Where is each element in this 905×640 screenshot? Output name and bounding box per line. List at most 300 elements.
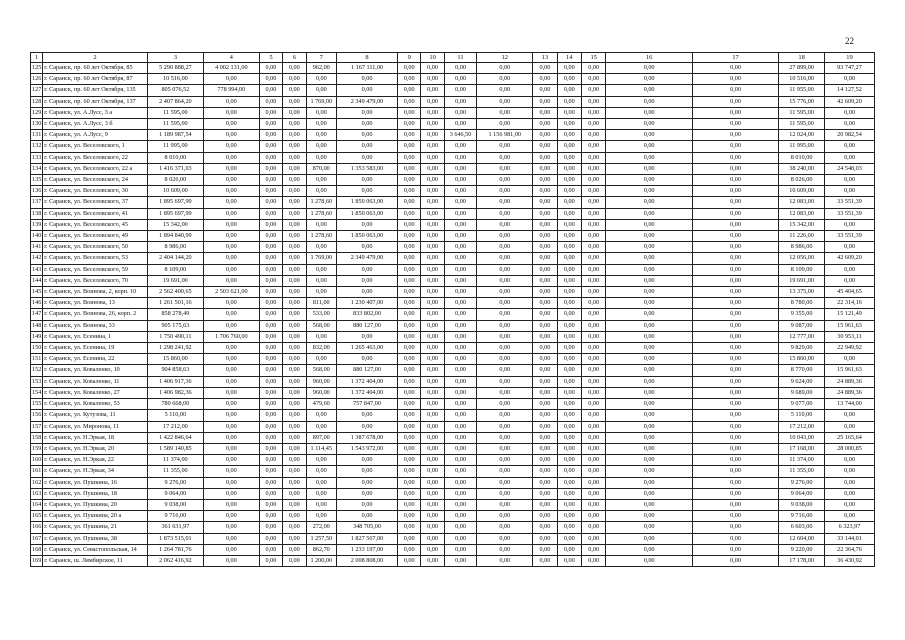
amount-cell: 2 008 808,00 (337, 555, 398, 566)
amount-cell: 0,00 (477, 208, 533, 219)
row-number-cell: 158 (31, 432, 43, 443)
amount-cell: 0,00 (533, 107, 557, 118)
amount-cell: 0,00 (421, 466, 444, 477)
table-row (31, 74, 875, 85)
amount-cell: 0,00 (477, 421, 533, 432)
amount-cell: 0,00 (606, 96, 692, 107)
amount-cell: 0,00 (533, 74, 557, 85)
amount-cell: 361 631,97 (147, 522, 203, 533)
amount-cell: 0,00 (398, 499, 421, 510)
amount-cell: 1 167 111,00 (337, 63, 398, 74)
amount-cell: 0,00 (824, 488, 874, 499)
amount-cell: 0,00 (606, 231, 692, 242)
amount-cell: 0,00 (533, 387, 557, 398)
row-number-cell: 162 (31, 477, 43, 488)
amount-cell: 0,00 (533, 141, 557, 152)
amount-cell: 0,00 (444, 74, 477, 85)
amount-cell: 0,00 (337, 455, 398, 466)
amount-cell: 0,00 (444, 399, 477, 410)
amount-cell: 0,00 (444, 443, 477, 454)
row-number-cell: 146 (31, 298, 43, 309)
amount-cell: 0,00 (557, 533, 581, 544)
row-number-cell: 142 (31, 253, 43, 264)
amount-cell: 11 374,00 (147, 455, 203, 466)
amount-cell: 0,00 (203, 309, 259, 320)
row-number-cell: 165 (31, 511, 43, 522)
amount-cell: 0,00 (259, 365, 282, 376)
amount-cell: 0,00 (533, 231, 557, 242)
amount-cell: 805 076,52 (147, 85, 203, 96)
amount-cell: 0,00 (421, 399, 444, 410)
amount-cell: 0,00 (692, 197, 778, 208)
amount-cell: 0,00 (692, 186, 778, 197)
amount-cell: 0,00 (692, 152, 778, 163)
row-number-cell: 143 (31, 264, 43, 275)
amount-cell: 12 083,00 (779, 208, 825, 219)
amount-cell: 0,00 (477, 163, 533, 174)
amount-cell: 0,00 (203, 477, 259, 488)
table-row (31, 107, 875, 118)
amount-cell: 0,00 (582, 544, 606, 555)
amount-cell: 3 646,50 (444, 130, 477, 141)
amount-cell: 0,00 (259, 331, 282, 342)
amount-cell: 2 349 479,00 (337, 96, 398, 107)
amount-cell: 0,00 (557, 343, 581, 354)
amount-cell: 0,00 (582, 152, 606, 163)
amount-cell: 0,00 (444, 499, 477, 510)
amount-cell: 0,00 (533, 455, 557, 466)
amount-cell: 0,00 (444, 63, 477, 74)
amount-cell: 8 010,00 (779, 152, 825, 163)
amount-cell: 0,00 (259, 320, 282, 331)
amount-cell: 8 026,00 (147, 175, 203, 186)
row-number-cell: 166 (31, 522, 43, 533)
amount-cell: 0,00 (606, 354, 692, 365)
amount-cell: 0,00 (259, 130, 282, 141)
amount-cell: 24 548,03 (824, 163, 874, 174)
amount-cell: 0,00 (692, 410, 778, 421)
amount-cell: 2 349 479,00 (337, 253, 398, 264)
amount-cell: 12 083,00 (779, 197, 825, 208)
amount-cell: 0,00 (692, 231, 778, 242)
amount-cell: 0,00 (283, 141, 306, 152)
amount-cell: 0,00 (557, 421, 581, 432)
amount-cell: 0,00 (444, 197, 477, 208)
amount-cell: 0,00 (283, 253, 306, 264)
table-row (31, 175, 875, 186)
amount-cell: 0,00 (606, 511, 692, 522)
amount-cell: 0,00 (477, 309, 533, 320)
amount-cell: 2 404 144,20 (147, 253, 203, 264)
address-cell: г. Саранск, ул. Воинова, 33 (43, 320, 148, 331)
amount-cell: 0,00 (398, 141, 421, 152)
amount-cell: 0,00 (259, 264, 282, 275)
amount-cell: 0,00 (259, 63, 282, 74)
address-cell: г. Саранск, пр. 60 лет Октября, 137 (43, 96, 148, 107)
table-row (31, 365, 875, 376)
amount-cell: 0,00 (477, 331, 533, 342)
amount-cell: 0,00 (477, 264, 533, 275)
amount-cell: 0,00 (398, 443, 421, 454)
amount-cell: 0,00 (283, 376, 306, 387)
amount-cell: 0,00 (283, 63, 306, 74)
table-row (31, 85, 875, 96)
amount-cell: 24 889,36 (824, 376, 874, 387)
amount-cell: 28 000,85 (824, 443, 874, 454)
amount-cell: 0,00 (557, 466, 581, 477)
amount-cell: 11 595,00 (147, 107, 203, 118)
amount-cell: 9 716,00 (147, 511, 203, 522)
amount-cell: 0,00 (203, 264, 259, 275)
amount-cell: 1 873 515,01 (147, 533, 203, 544)
amount-cell: 0,00 (398, 387, 421, 398)
amount-cell: 348 705,00 (337, 522, 398, 533)
amount-cell: 0,00 (533, 365, 557, 376)
amount-cell: 0,00 (203, 354, 259, 365)
amount-cell: 0,00 (444, 365, 477, 376)
amount-cell: 33 551,39 (824, 208, 874, 219)
column-number-cell: 15 (582, 53, 606, 63)
amount-cell: 0,00 (533, 298, 557, 309)
amount-cell: 0,00 (398, 533, 421, 544)
amount-cell: 15 342,00 (779, 219, 825, 230)
amount-cell: 0,00 (421, 421, 444, 432)
amount-cell: 0,00 (398, 421, 421, 432)
amount-cell: 0,00 (444, 141, 477, 152)
amount-cell: 0,00 (283, 175, 306, 186)
amount-cell: 0,00 (421, 320, 444, 331)
amount-cell: 0,00 (557, 253, 581, 264)
amount-cell: 0,00 (824, 264, 874, 275)
table-row (31, 477, 875, 488)
table-row (31, 421, 875, 432)
amount-cell: 0,00 (606, 275, 692, 286)
amount-cell: 14 127,52 (824, 85, 874, 96)
amount-cell: 1 230 407,00 (337, 298, 398, 309)
table-row (31, 130, 875, 141)
amount-cell: 0,00 (283, 197, 306, 208)
amount-cell: 0,00 (259, 186, 282, 197)
amount-cell: 0,00 (283, 119, 306, 130)
amount-cell: 0,00 (421, 275, 444, 286)
amount-cell: 0,00 (421, 85, 444, 96)
amount-cell: 0,00 (824, 511, 874, 522)
table-row (31, 387, 875, 398)
amount-cell: 0,00 (398, 208, 421, 219)
amount-cell: 0,00 (283, 522, 306, 533)
amount-cell: 0,00 (824, 186, 874, 197)
amount-cell: 9 689,00 (779, 387, 825, 398)
amount-cell: 33 551,39 (824, 197, 874, 208)
amount-cell: 0,00 (259, 455, 282, 466)
amount-cell: 897,00 (306, 432, 337, 443)
amount-cell: 0,00 (337, 85, 398, 96)
amount-cell: 0,00 (824, 410, 874, 421)
row-number-cell: 132 (31, 141, 43, 152)
row-number-cell: 141 (31, 242, 43, 253)
amount-cell: 0,00 (533, 85, 557, 96)
amount-cell: 33 144,01 (824, 533, 874, 544)
amount-cell: 15 776,00 (779, 96, 825, 107)
amount-cell: 0,00 (283, 443, 306, 454)
row-number-cell: 133 (31, 152, 43, 163)
amount-cell: 0,00 (582, 287, 606, 298)
address-cell: г. Саранск, ш. Лямбирское, 11 (43, 555, 148, 566)
address-cell: г. Саранск, ул. Веселовского, 22 (43, 152, 148, 163)
amount-cell: 0,00 (259, 287, 282, 298)
amount-cell: 0,00 (444, 455, 477, 466)
amount-cell: 0,00 (421, 186, 444, 197)
amount-cell: 0,00 (444, 421, 477, 432)
amount-cell: 0,00 (557, 186, 581, 197)
table-row (31, 119, 875, 130)
amount-cell: 0,00 (444, 488, 477, 499)
amount-cell: 0,00 (692, 219, 778, 230)
amount-cell: 862,70 (306, 544, 337, 555)
amount-cell: 0,00 (533, 511, 557, 522)
amount-cell: 0,00 (259, 544, 282, 555)
amount-cell: 880 127,00 (337, 365, 398, 376)
amount-cell: 0,00 (259, 410, 282, 421)
amount-cell: 0,00 (606, 298, 692, 309)
amount-cell: 0,00 (337, 287, 398, 298)
amount-cell: 0,00 (398, 410, 421, 421)
amount-cell: 1 372 404,00 (337, 376, 398, 387)
amount-cell: 0,00 (692, 287, 778, 298)
amount-cell: 0,00 (398, 163, 421, 174)
address-cell: г. Саранск, ул. Веселовского, 49 (43, 231, 148, 242)
amount-cell: 0,00 (477, 85, 533, 96)
amount-cell: 2 562 400,65 (147, 287, 203, 298)
amount-cell: 0,00 (606, 443, 692, 454)
amount-cell: 0,00 (398, 119, 421, 130)
amount-cell: 0,00 (444, 511, 477, 522)
amount-cell: 0,00 (692, 511, 778, 522)
amount-cell: 0,00 (824, 477, 874, 488)
amount-cell: 0,00 (259, 376, 282, 387)
address-cell: г. Саранск, ул. Н.Эркая, 18 (43, 432, 148, 443)
row-number-cell: 164 (31, 499, 43, 510)
amount-cell: 0,00 (283, 186, 306, 197)
amount-cell: 0,00 (557, 119, 581, 130)
address-cell: г. Саранск, ул. Воинова, 26, корп. 2 (43, 309, 148, 320)
amount-cell: 0,00 (283, 331, 306, 342)
amount-cell: 0,00 (533, 242, 557, 253)
table-row (31, 163, 875, 174)
amount-cell: 0,00 (398, 511, 421, 522)
amount-cell: 0,00 (533, 421, 557, 432)
row-number-cell: 169 (31, 555, 43, 566)
amount-cell: 0,00 (444, 320, 477, 331)
amount-cell: 533,00 (306, 309, 337, 320)
amount-cell: 12 056,00 (779, 253, 825, 264)
amount-cell: 0,00 (557, 242, 581, 253)
amount-cell: 0,00 (533, 275, 557, 286)
page-number: 22 (845, 36, 854, 46)
amount-cell: 0,00 (606, 175, 692, 186)
address-cell: г. Саранск, ул. Пушкина, 20 а (43, 511, 148, 522)
table-row (31, 197, 875, 208)
column-number-cell: 9 (398, 53, 421, 63)
amount-cell: 0,00 (582, 74, 606, 85)
amount-cell: 1 264 781,76 (147, 544, 203, 555)
amount-cell: 0,00 (421, 511, 444, 522)
amount-cell: 1 750 490,11 (147, 331, 203, 342)
amount-cell: 0,00 (477, 107, 533, 118)
amount-cell: 0,00 (692, 141, 778, 152)
amount-cell: 1 895 697,99 (147, 208, 203, 219)
amount-cell: 8 109,00 (779, 264, 825, 275)
amount-cell: 17 212,00 (779, 421, 825, 432)
table-row (31, 264, 875, 275)
amount-cell: 0,00 (337, 186, 398, 197)
amount-cell: 0,00 (477, 287, 533, 298)
amount-cell: 0,00 (557, 208, 581, 219)
amount-cell: 0,00 (259, 533, 282, 544)
amount-cell: 0,00 (582, 432, 606, 443)
amount-cell: 0,00 (477, 533, 533, 544)
amount-cell: 12 604,00 (779, 533, 825, 544)
amount-cell: 0,00 (421, 63, 444, 74)
amount-cell: 0,00 (557, 455, 581, 466)
amount-cell: 0,00 (582, 309, 606, 320)
amount-cell: 1 895 697,99 (147, 197, 203, 208)
amount-cell: 0,00 (477, 387, 533, 398)
amount-cell: 0,00 (477, 96, 533, 107)
amount-cell: 0,00 (582, 331, 606, 342)
amount-cell: 22 314,16 (824, 298, 874, 309)
amount-cell: 0,00 (533, 208, 557, 219)
amount-cell: 12 024,00 (779, 130, 825, 141)
amount-cell: 962,00 (306, 63, 337, 74)
amount-cell: 0,00 (283, 466, 306, 477)
amount-cell: 0,00 (557, 477, 581, 488)
amount-cell: 1 406 982,36 (147, 387, 203, 398)
amount-cell: 0,00 (398, 365, 421, 376)
amount-cell: 0,00 (306, 186, 337, 197)
amount-cell: 27 899,00 (779, 63, 825, 74)
amount-cell: 0,00 (259, 432, 282, 443)
amount-cell: 0,00 (283, 264, 306, 275)
amount-cell: 0,00 (606, 107, 692, 118)
amount-cell: 1 769,00 (306, 96, 337, 107)
amount-cell: 0,00 (692, 309, 778, 320)
table-row (31, 331, 875, 342)
amount-cell: 960,00 (306, 387, 337, 398)
amount-cell: 1 406 917,36 (147, 376, 203, 387)
amount-cell: 0,00 (259, 175, 282, 186)
table-row (31, 63, 875, 74)
address-cell: г. Саранск, ул. Веселовского, 1 (43, 141, 148, 152)
amount-cell: 1 278,60 (306, 231, 337, 242)
amount-cell: 0,00 (557, 130, 581, 141)
amount-cell: 0,00 (557, 410, 581, 421)
amount-cell: 0,00 (421, 253, 444, 264)
amount-cell: 0,00 (533, 119, 557, 130)
amount-cell: 0,00 (203, 320, 259, 331)
amount-cell: 0,00 (398, 242, 421, 253)
amount-cell: 0,00 (444, 432, 477, 443)
column-number-cell: 6 (283, 53, 306, 63)
amount-cell: 0,00 (283, 511, 306, 522)
address-cell: г. Саранск, ул. Н.Эркая, 20 (43, 443, 148, 454)
table-row (31, 152, 875, 163)
amount-cell: 0,00 (203, 455, 259, 466)
amount-cell: 0,00 (259, 141, 282, 152)
amount-cell: 0,00 (306, 175, 337, 186)
amount-cell: 0,00 (557, 231, 581, 242)
amount-cell: 0,00 (398, 130, 421, 141)
amount-cell: 0,00 (692, 399, 778, 410)
amount-cell: 0,00 (557, 522, 581, 533)
amount-cell: 0,00 (606, 331, 692, 342)
amount-cell: 0,00 (306, 287, 337, 298)
amount-cell: 10 609,00 (147, 186, 203, 197)
amount-cell: 1 265 463,00 (337, 343, 398, 354)
amount-cell: 0,00 (203, 197, 259, 208)
amount-cell: 0,00 (203, 533, 259, 544)
amount-cell: 0,00 (533, 309, 557, 320)
amount-cell: 0,00 (477, 432, 533, 443)
table-row (31, 466, 875, 477)
amount-cell: 0,00 (477, 477, 533, 488)
amount-cell: 0,00 (203, 432, 259, 443)
amount-cell: 0,00 (398, 96, 421, 107)
amount-cell: 0,00 (259, 275, 282, 286)
amount-cell: 0,00 (421, 309, 444, 320)
amount-cell: 42 609,20 (824, 253, 874, 264)
column-number-cell: 11 (444, 53, 477, 63)
address-cell: г. Саранск, ул. Есенина, 1 (43, 331, 148, 342)
amount-cell: 0,00 (203, 522, 259, 533)
amount-cell: 0,00 (337, 175, 398, 186)
amount-cell: 0,00 (533, 432, 557, 443)
amount-cell: 0,00 (398, 544, 421, 555)
amount-cell: 1 827 567,00 (337, 533, 398, 544)
row-number-cell: 125 (31, 63, 43, 74)
amount-cell: 0,00 (421, 152, 444, 163)
amount-cell: 0,00 (421, 455, 444, 466)
amount-cell: 0,00 (477, 555, 533, 566)
amount-cell: 0,00 (421, 287, 444, 298)
amount-cell: 0,00 (259, 309, 282, 320)
amount-cell: 0,00 (533, 533, 557, 544)
row-number-cell: 136 (31, 186, 43, 197)
address-cell: г. Саранск, ул. Веселовского, 50 (43, 242, 148, 253)
amount-cell: 0,00 (557, 555, 581, 566)
amount-cell: 0,00 (477, 231, 533, 242)
amount-cell: 5 110,00 (147, 410, 203, 421)
amount-cell: 0,00 (398, 107, 421, 118)
amount-cell: 4 002 131,00 (203, 63, 259, 74)
amount-cell: 0,00 (824, 107, 874, 118)
amount-cell: 0,00 (824, 141, 874, 152)
amount-cell: 0,00 (306, 354, 337, 365)
address-cell: г. Саранск, ул. Веселовского, 41 (43, 208, 148, 219)
amount-cell: 0,00 (557, 499, 581, 510)
column-number-cell: 14 (557, 53, 581, 63)
amount-cell: 0,00 (692, 264, 778, 275)
amount-cell: 0,00 (692, 555, 778, 566)
amount-cell: 0,00 (692, 107, 778, 118)
address-cell: г. Саранск, ул. А.Лусс, 3 а (43, 107, 148, 118)
amount-cell: 0,00 (533, 152, 557, 163)
amount-cell: 0,00 (557, 376, 581, 387)
amount-cell: 0,00 (557, 331, 581, 342)
amount-cell: 0,00 (283, 287, 306, 298)
amount-cell: 13 375,00 (779, 287, 825, 298)
amount-cell: 0,00 (557, 275, 581, 286)
